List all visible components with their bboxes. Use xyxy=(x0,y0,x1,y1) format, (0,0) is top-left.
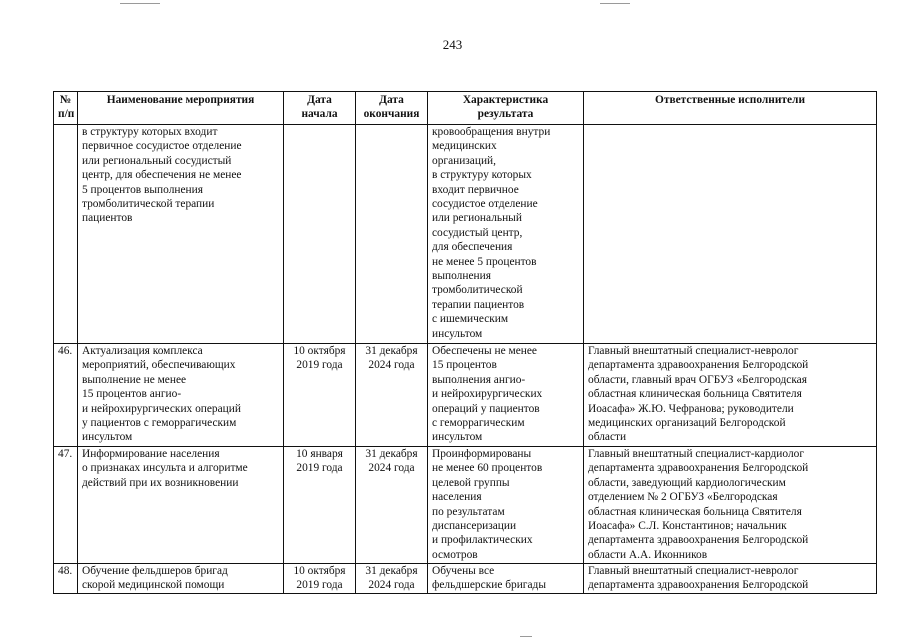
header-start-date: Дата начала xyxy=(284,92,356,125)
start-date: 10 октября 2019 года xyxy=(284,344,356,447)
result-description: Обучены все фельдшерские бригады xyxy=(428,564,584,594)
result-description: Обеспечены не менее 15 процентов выполнения ангио- и нейрохирургических операций у пациентов с геморрагическим инсультом xyxy=(428,344,584,447)
header-responsible: Ответственные исполнители xyxy=(584,92,877,125)
measure-name: Актуализация комплекса мероприятий, обеспечивающих выполнение не менее 15 процентов ангио- и нейрохирургических операций у пациентов с геморрагическим инсультом xyxy=(78,344,284,447)
result-description: кровообращения внутри медицинских организаций, в структуру которых входит первичное сосудистое отделение или региональный сосудистый центр, для обеспечения не менее 5 процентов выполнения тромболитической терапии пациентов с ишемическим инсультом xyxy=(428,125,584,344)
row-number: 48. xyxy=(54,564,78,594)
responsible-executors: Главный внештатный специалист-невролог департамента здравоохранения Белгородской области, главный врач ОГБУЗ «Белгородская областная клиническая больница Святителя Иоасафа» Ж.Ю. Чефранова; руководители медицинских организаций Белгородской области xyxy=(584,344,877,447)
header-result: Характеристика результата xyxy=(428,92,584,125)
start-date xyxy=(284,125,356,344)
scan-artifact xyxy=(520,636,532,637)
table-row xyxy=(54,125,877,344)
measures-table xyxy=(53,91,877,594)
measure-name: Обучение фельдшеров бригад скорой медицинской помощи xyxy=(78,564,284,594)
table-row xyxy=(54,344,877,447)
table-row xyxy=(54,564,877,594)
end-date: 31 декабря 2024 года xyxy=(356,447,428,564)
header-measure-name: Наименование мероприятия xyxy=(78,92,284,125)
row-number: 47. xyxy=(54,447,78,564)
header-number: № п/п xyxy=(54,92,78,125)
scan-artifact xyxy=(120,3,160,4)
scan-artifact xyxy=(600,3,630,4)
row-number xyxy=(54,125,78,344)
table-row xyxy=(54,447,877,564)
measure-name: в структуру которых входит первичное сосудистое отделение или региональный сосудистый центр, для обеспечения не менее 5 процентов выполнения тромболитической терапии пациентов xyxy=(78,125,284,344)
result-description: Проинформированы не менее 60 процентов целевой группы населения по результатам диспансеризации и профилактических осмотров xyxy=(428,447,584,564)
measure-name: Информирование населения о признаках инсульта и алгоритме действий при их возникновении xyxy=(78,447,284,564)
start-date: 10 января 2019 года xyxy=(284,447,356,564)
start-date: 10 октября 2019 года xyxy=(284,564,356,594)
page-number: 243 xyxy=(442,37,463,52)
responsible-executors: Главный внештатный специалист-кардиолог департамента здравоохранения Белгородской области, заведующий кардиологическим отделением № 2 ОГБУЗ «Белгородская областная клиническая больница Святителя Иоасафа» С.Л. Константинов; начальник департамента здравоохранения Белгородской области А.А. Иконников xyxy=(584,447,877,564)
header-end-date: Дата окончания xyxy=(356,92,428,125)
row-number: 46. xyxy=(54,344,78,447)
table-header-row xyxy=(54,92,877,125)
end-date: 31 декабря 2024 года xyxy=(356,564,428,594)
end-date xyxy=(356,125,428,344)
responsible-executors: Главный внештатный специалист-невролог департамента здравоохранения Белгородской xyxy=(584,564,877,594)
end-date: 31 декабря 2024 года xyxy=(356,344,428,447)
responsible-executors xyxy=(584,125,877,344)
